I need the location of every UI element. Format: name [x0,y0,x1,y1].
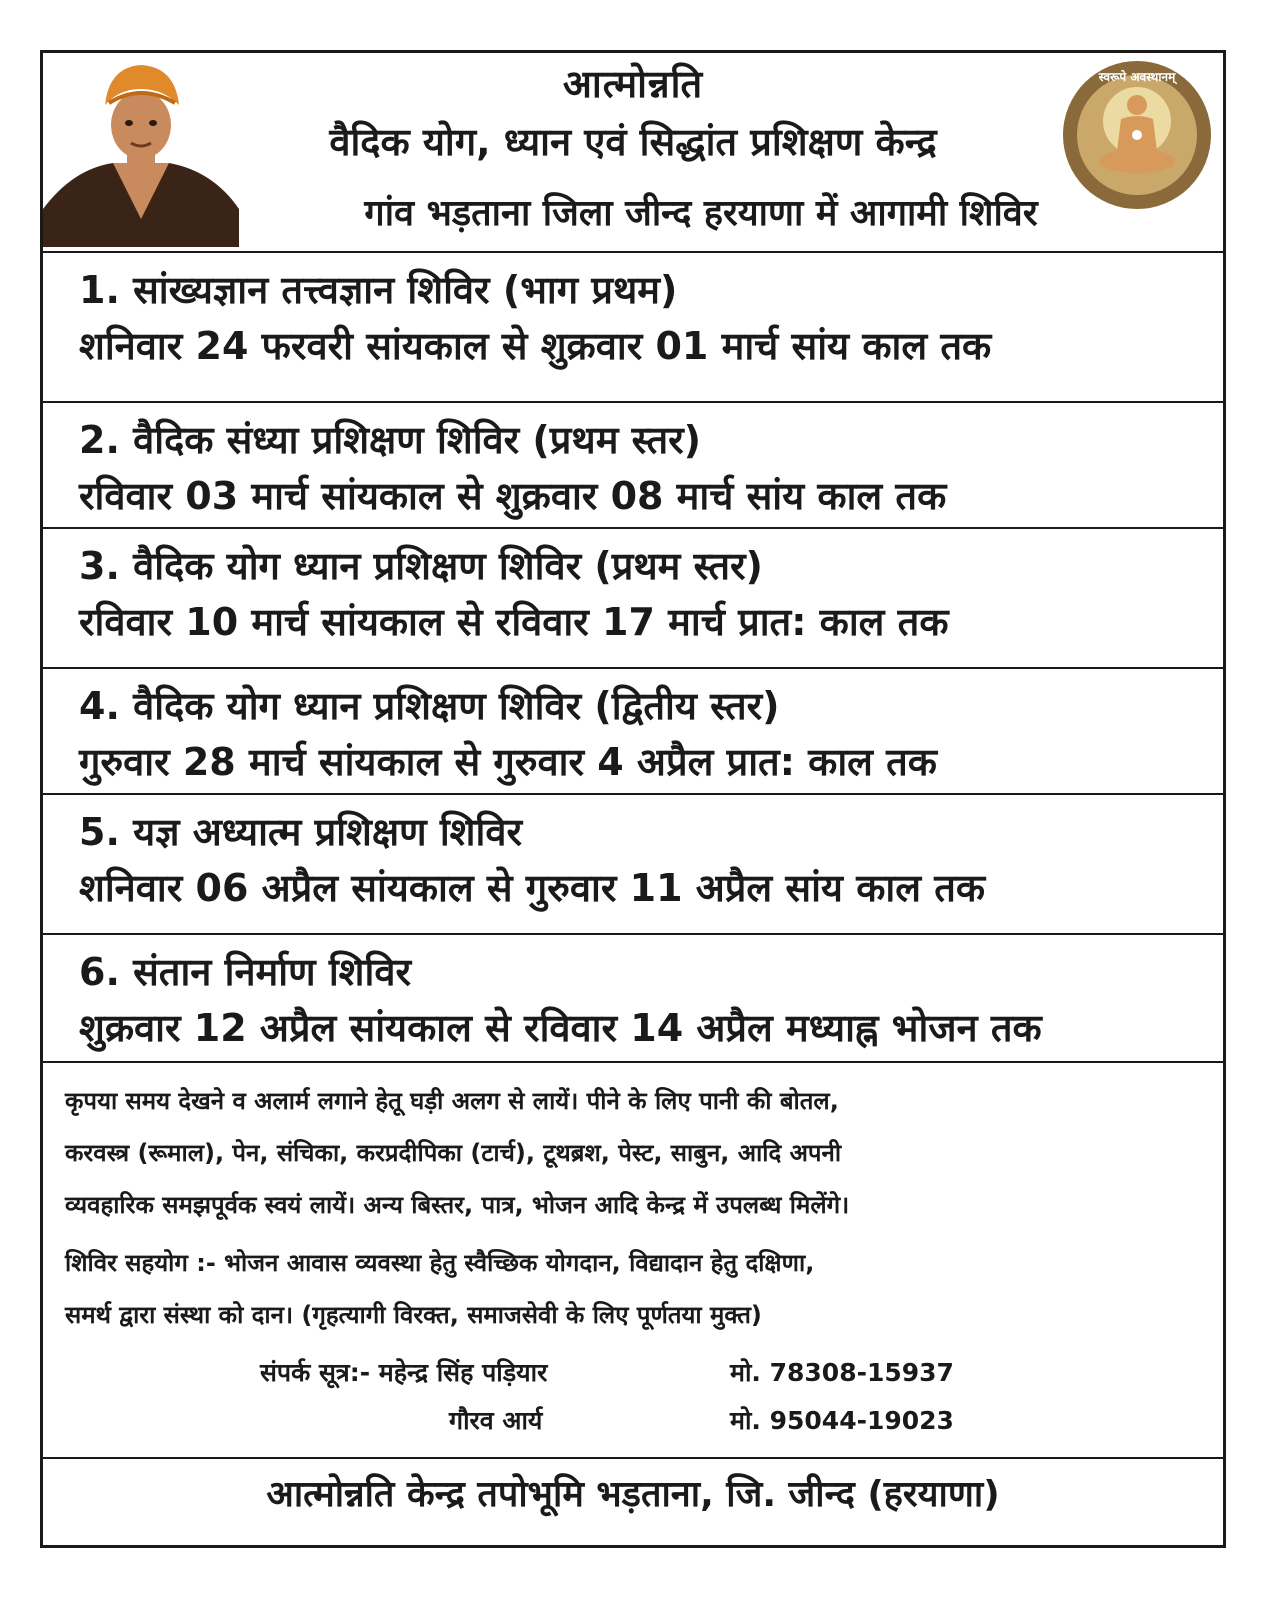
camp-location-heading: गांव भड़ताना जिला जीन्द हरयाणा में आगामी शिविर [364,193,1038,234]
camp-title: 2. वैदिक संध्या प्रशिक्षण शिविर (प्रथम स्तर) [79,418,702,462]
camp-title: 5. यज्ञ अध्यात्म प्रशिक्षण शिविर [79,810,523,854]
contact-phone-1: मो. 78308-15937 [730,1358,954,1387]
contact-name-1: संपर्क सूत्र:- महेन्द्र सिंह पड़ियार [260,1358,548,1387]
center-title: वैदिक योग, ध्यान एवं सिद्धांत प्रशिक्षण केन्द्र [329,120,937,164]
camp-date: गुरुवार 28 मार्च सांयकाल से गुरुवार 4 अप्रैल प्रात: काल तक [79,740,937,784]
camp-title: 3. वैदिक योग ध्यान प्रशिक्षण शिविर (प्रथम स्तर) [79,544,763,588]
camp-title: 4. वैदिक योग ध्यान प्रशिक्षण शिविर (द्वितीय स्तर) [79,684,780,728]
camp-title: 6. संतान निर्माण शिविर [79,950,412,994]
support-line: समर्थ द्वारा संस्था को दान। (गृहत्यागी विरक्त, समाजसेवी के लिए पूर्णतया मुक्त) [65,1301,762,1329]
camp-item-3 [43,529,1223,669]
footer-address: आत्मोन्नति केन्द्र तपोभूमि भड़ताना, जि. जीन्द (हरयाणा) [266,1474,1000,1515]
camp-date: रविवार 10 मार्च सांयकाल से रविवार 17 मार्च प्रात: काल तक [79,600,949,644]
meditation-logo [1061,59,1213,211]
instruction-line: कृपया समय देखने व अलार्म लगाने हेतू घड़ी अलग से लायें। पीने के लिए पानी की बोतल, [65,1087,839,1115]
camp-item-4 [43,669,1223,795]
instruction-line: करवस्त्र (रूमाल), पेन, संचिका, करप्रदीपिका (टार्च), टूथब्रश, पेस्ट, साबुन, आदि अपनी [65,1139,842,1167]
instructions-section [43,1063,1223,1459]
logo-text: स्वरूपे अवस्थानम् [1098,70,1176,84]
camp-date: शनिवार 24 फरवरी सांयकाल से शुक्रवार 01 मार्च सांय काल तक [79,324,992,368]
camp-item-5 [43,795,1223,935]
camp-item-6 [43,935,1223,1063]
support-line: शिविर सहयोग :- भोजन आवास व्यवस्था हेतु स्वैच्छिक योगदान, विद्यादान हेतु दक्षिणा, [65,1249,815,1277]
contact-block [65,1349,1209,1445]
org-name: आत्मोन्नति [562,62,704,106]
poster-header [43,53,1223,253]
poster-frame [40,50,1226,1548]
camp-date: शुक्रवार 12 अप्रैल सांयकाल से रविवार 14 अप्रैल मध्याह्न भोजन तक [79,1006,1042,1050]
camp-item-2 [43,403,1223,529]
camp-date: रविवार 03 मार्च सांयकाल से शुक्रवार 08 मार्च सांय काल तक [79,474,947,518]
contact-phone-2: मो. 95044-19023 [730,1406,954,1435]
camp-item-1 [43,253,1223,403]
camp-date: शनिवार 06 अप्रैल सांयकाल से गुरुवार 11 अप्रैल सांय काल तक [79,866,986,910]
instruction-line: व्यवहारिक समझपूर्वक स्वयं लायें। अन्य बिस्तर, पात्र, भोजन आदि केन्द्र में उपलब्ध मिलेंगे। [65,1191,850,1219]
camp-title: 1. सांख्यज्ञान तत्त्वज्ञान शिविर (भाग प्रथम) [79,268,678,312]
contact-name-2: गौरव आर्य [449,1406,543,1435]
